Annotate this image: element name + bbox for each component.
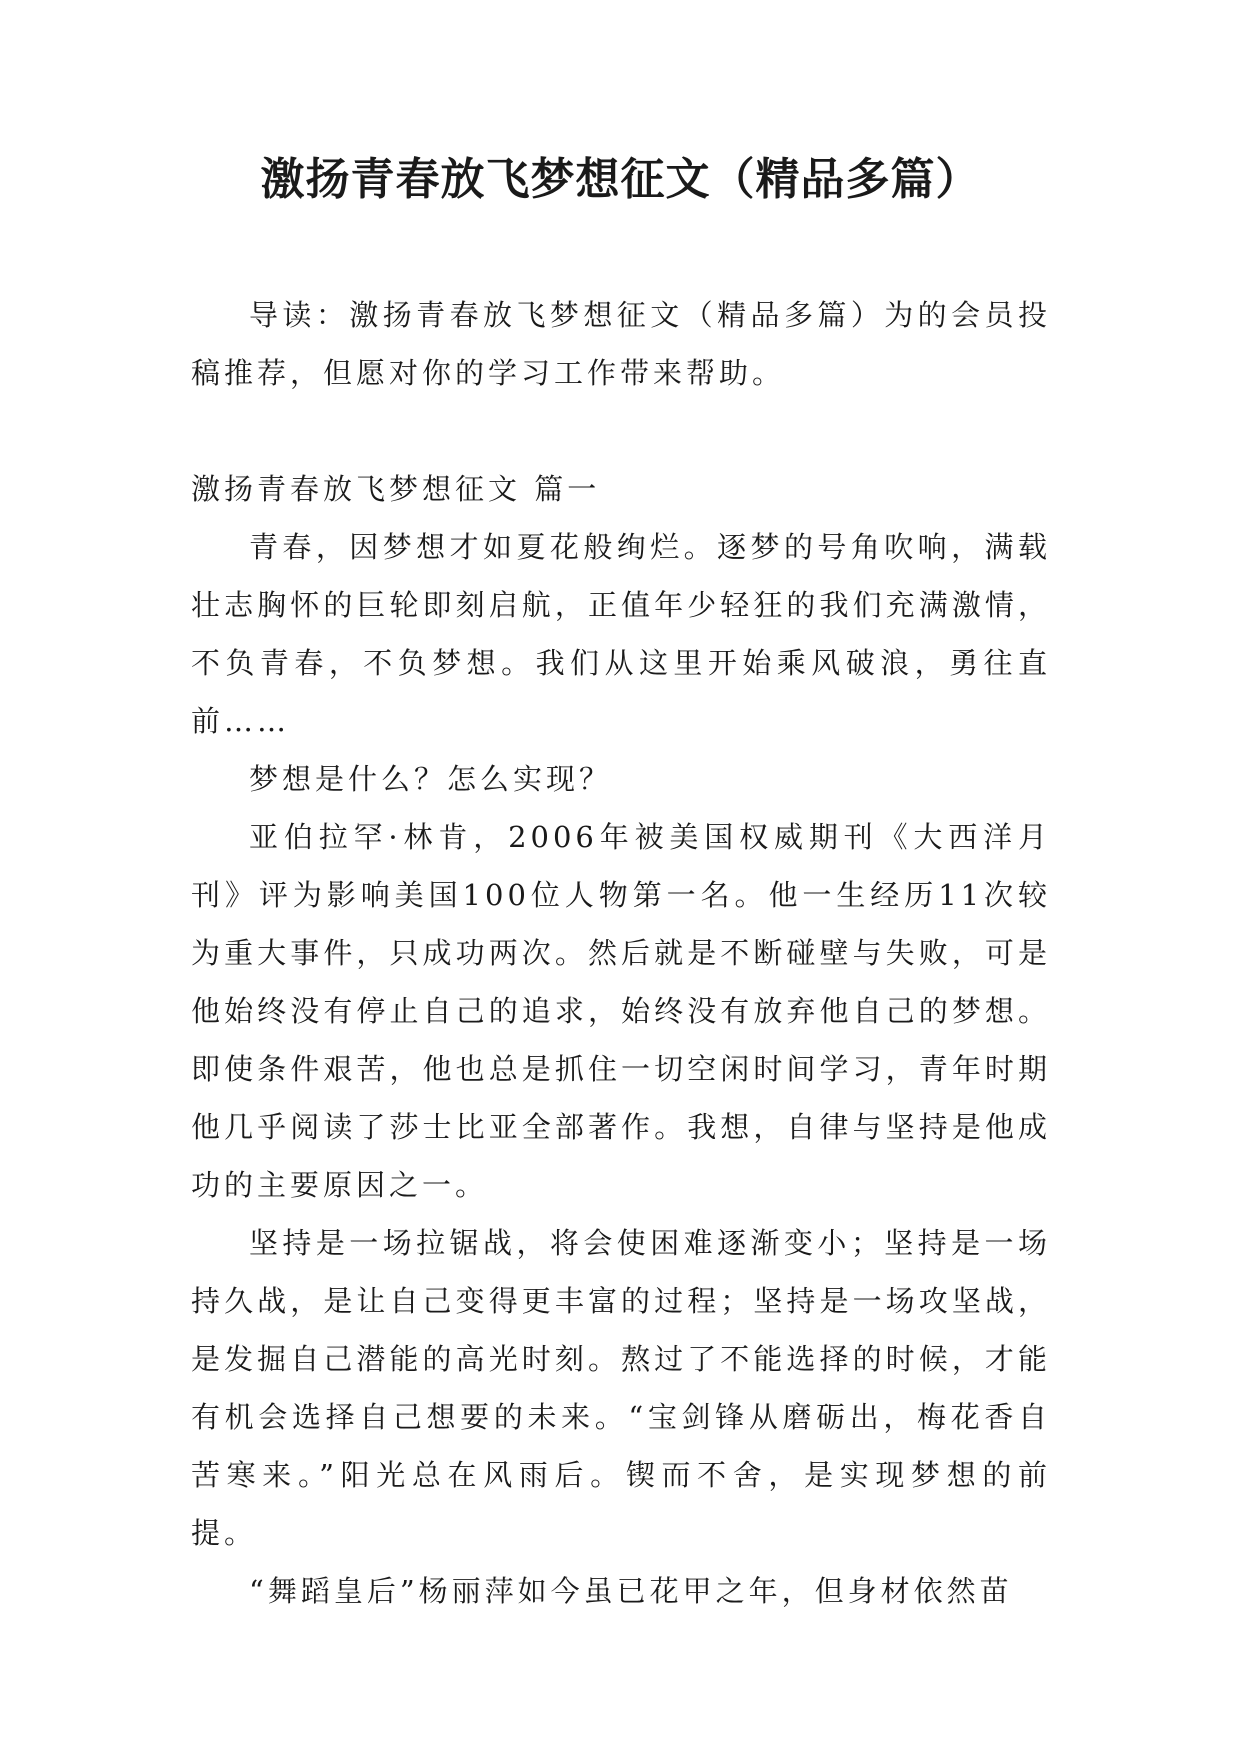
section-heading: 激扬青春放飞梦想征文 篇一 <box>191 472 601 506</box>
body-paragraph: 青春，因梦想才如夏花般绚烂。逐梦的号角吹响，满载壮志胸怀的巨轮即刻启航，正值年少轻狂的我们充满激情，不负青春，不负梦想。我们从这里开始乘风破浪，勇往直前…… <box>191 530 1051 738</box>
body-paragraph: 坚持是一场拉锯战，将会使困难逐渐变小；坚持是一场持久战，是让自己变得更丰富的过程；坚持是一场攻坚战，是发掘自己潜能的高光时刻。熬过了不能选择的时候，才能有机会选择自己想要的未来。“宝剑锋从磨砺出，梅花香自苦寒来。”阳光总在风雨后。锲而不舍，是实现梦想的前提。 <box>191 1226 1051 1550</box>
document-body <box>191 286 1051 1620</box>
document-title: 激扬青春放飞梦想征文（精品多篇） <box>260 154 981 205</box>
body-paragraph: 梦想是什么？怎么实现？ <box>249 762 613 796</box>
intro-paragraph: 导读：激扬青春放飞梦想征文（精品多篇）为的会员投稿推荐，但愿对你的学习工作带来帮助。 <box>191 298 1051 390</box>
body-paragraph: “舞蹈皇后”杨丽萍如今虽已花甲之年，但身材依然苗 <box>249 1574 1013 1608</box>
body-paragraph: 亚伯拉罕·林肯，2006年被美国权威期刊《大西洋月刊》评为影响美国100位人物第一名。他一生经历11次较为重大事件，只成功两次。然后就是不断碰壁与失败，可是他始终没有停止自己的追求，始终没有放弃他自己的梦想。即使条件艰苦，他也总是抓住一切空闲时间学习，青年时期他几乎阅读了莎士比亚全部著作。我想，自律与坚持是他成功的主要原因之一。 <box>191 820 1051 1202</box>
